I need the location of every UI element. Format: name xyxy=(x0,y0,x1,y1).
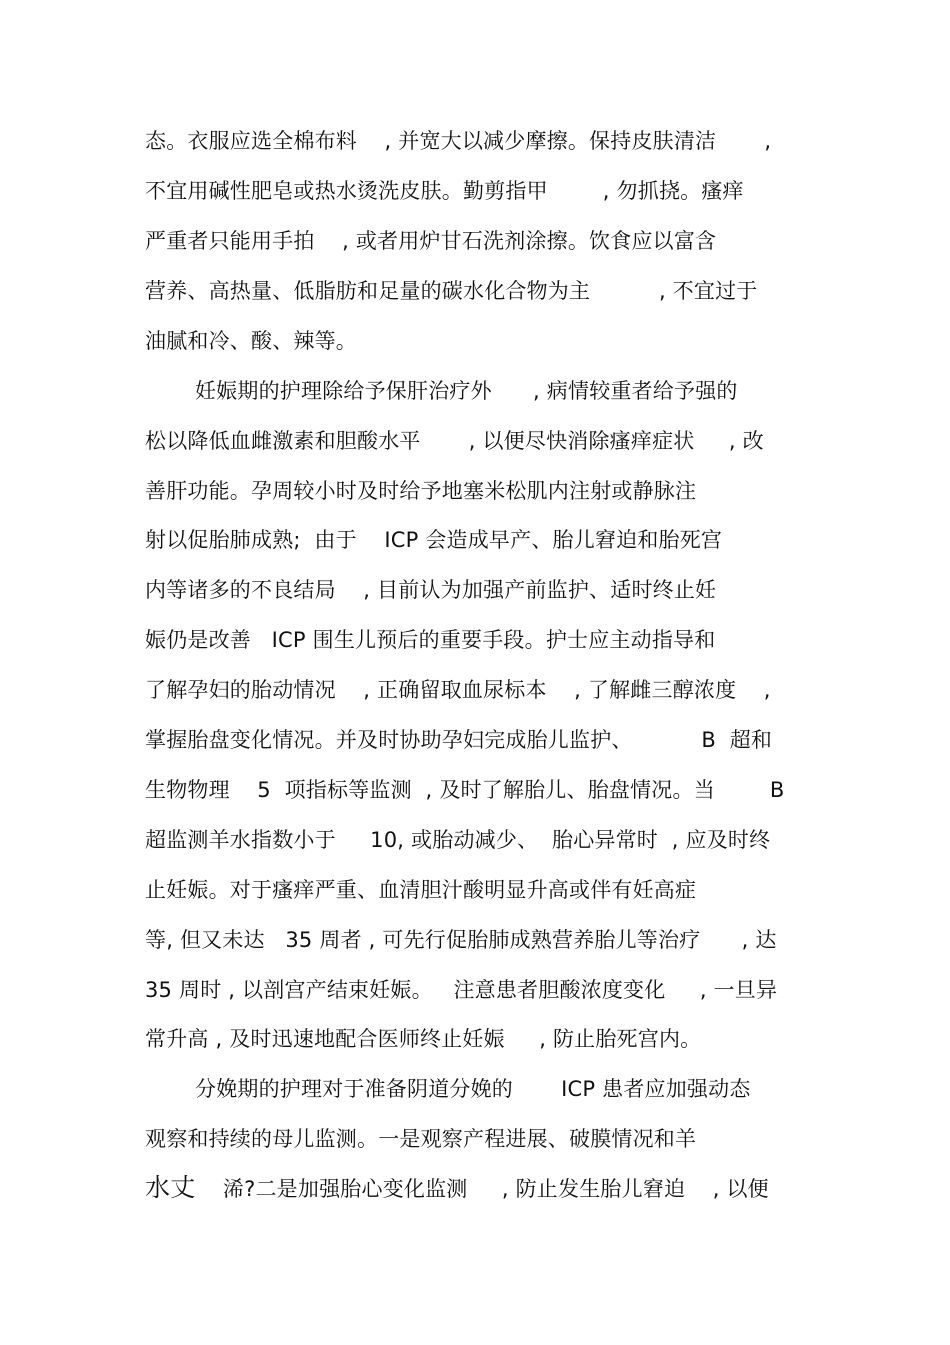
paragraph-line: 妊娠期的护理除给予保肝治疗外 , 病情较重者给予强的 xyxy=(195,379,738,403)
paragraph-line: 35 周时 , 以剖宫产结束妊娠。 注意患者胆酸浓度变化 , 一旦异 xyxy=(145,978,778,1002)
paragraph-line: 分娩期的护理对于准备阴道分娩的 ICP 患者应加强动态 xyxy=(195,1077,751,1101)
paragraph-line: 了解孕妇的胎动情况 , 正确留取血尿标本 , 了解雌三醇浓度 , xyxy=(145,678,771,702)
paragraph-line: 态。衣服应选全棉布料 , 并宽大以减少摩擦。保持皮肤清洁 , xyxy=(145,129,772,153)
paragraph-line: 营养、高热量、低脂肪和足量的碳水化合物为主 , 不宜过于 xyxy=(145,279,758,303)
paragraph-line: 松以降低血雌激素和胆酸水平 , 以便尽快消除瘙痒症状 , 改 xyxy=(145,429,764,453)
paragraph-line: 常升高 , 及时迅速地配合医师终止妊娠 , 防止胎死宫内。 xyxy=(145,1027,702,1051)
paragraph-line: 油腻和冷、酸、辣等。 xyxy=(145,329,357,353)
paragraph-line: 超监测羊水指数小于 10, 或胎动减少、 胎心异常时 , 应及时终 xyxy=(145,828,771,852)
paragraph-line: 等, 但又未达 35 周者 , 可先行促胎肺成熟营养胎儿等治疗 , 达 xyxy=(145,928,777,952)
paragraph-line: 善肝功能。孕周较小时及时给予地塞米松肌内注射或静脉注 xyxy=(145,479,697,503)
paragraph-line: 不宜用碱性肥皂或热水烫洗皮肤。勤剪指甲 , 勿抓挠。瘙痒 xyxy=(145,179,744,203)
paragraph-line: 止妊娠。对于瘙痒严重、血清胆汁酸明显升高或伴有妊高症 xyxy=(145,878,697,902)
paragraph-line: 生物物理 5 项指标等监测 , 及时了解胎儿、胎盘情况。当 B xyxy=(145,778,785,802)
enlarged-text: 水丈 xyxy=(145,1173,196,1202)
paragraph-line: 观察和持续的母儿监测。一是观察产程进展、破膜情况和羊 xyxy=(145,1127,697,1151)
paragraph-line: 娠仍是改善 ICP 围生儿预后的重要手段。护士应主动指导和 xyxy=(145,628,716,652)
paragraph-line: 内等诸多的不良结局 , 目前认为加强产前监护、适时终止妊 xyxy=(145,578,717,602)
paragraph-line: 射以促胎肺成熟; 由于 ICP 会造成早产、胎儿窘迫和胎死宫 xyxy=(145,528,723,552)
paragraph-line: 掌握胎盘变化情况。并及时协助孕妇完成胎儿监护、 B 超和 xyxy=(145,728,773,752)
paragraph-line-last xyxy=(145,1173,769,1204)
paragraph-line: 严重者只能用手拍 , 或者用炉甘石洗剂涂擦。饮食应以富含 xyxy=(145,229,717,253)
line-text: 浠?二是加强胎心变化监测 , 防止发生胎儿窘迫 , 以便 xyxy=(222,1177,769,1201)
